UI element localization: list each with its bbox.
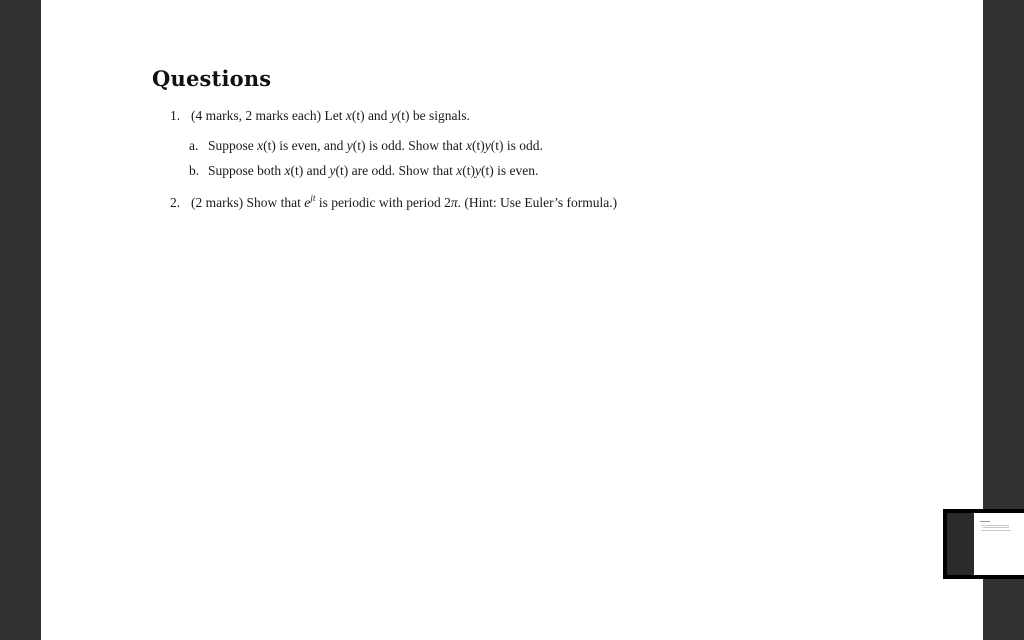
question-text: (t) and	[290, 163, 330, 178]
math-var: y	[484, 138, 491, 153]
subquestion-label: b.	[189, 163, 200, 178]
thumbnail-text-line	[981, 525, 1009, 526]
question-1b	[189, 163, 538, 179]
section-heading: Questions	[152, 66, 272, 91]
math-exponent: jt	[310, 194, 316, 204]
page-thumbnail-navigator[interactable]	[943, 509, 1024, 579]
math-var: x	[257, 138, 264, 153]
question-text: Suppose	[208, 138, 258, 153]
math-var: y	[346, 138, 353, 153]
math-var: x	[466, 138, 472, 153]
math-var: y	[390, 108, 397, 123]
math-var: x	[456, 163, 463, 178]
math-var: y	[474, 163, 481, 178]
math-var: π	[450, 195, 458, 210]
question-text: (2 marks) Show that	[191, 195, 305, 210]
thumbnail-text-line	[983, 527, 1009, 528]
question-text: (t) is odd.	[490, 138, 543, 153]
question-text: (t) is odd. Show that	[352, 138, 466, 153]
math-var: x	[345, 108, 352, 123]
thumbnail-background	[947, 513, 974, 575]
question-number: 1.	[170, 108, 181, 123]
math-var: e	[304, 195, 311, 210]
question-text: (t)	[462, 163, 475, 178]
question-text: (t) is even.	[480, 163, 539, 178]
question-text: Suppose both	[208, 163, 285, 178]
question-text: (t) and	[351, 108, 391, 123]
question-2	[170, 194, 617, 211]
math-var: y	[329, 163, 336, 178]
thumbnail-text-line	[980, 521, 990, 522]
question-1	[170, 108, 470, 124]
document-page	[41, 0, 983, 640]
question-text: (t) is even, and	[263, 138, 347, 153]
question-text: (4 marks, 2 marks each) Let	[191, 108, 346, 123]
question-1a	[189, 138, 543, 154]
math-var: x	[284, 163, 291, 178]
thumbnail-text-line	[981, 530, 1011, 531]
question-text: (t) be signals.	[396, 108, 470, 123]
question-text: is periodic with period 2	[315, 195, 451, 210]
question-text: (t) are odd. Show that	[335, 163, 457, 178]
question-text: . (Hint: Use Euler’s formula.)	[457, 195, 618, 210]
question-number: 2.	[170, 195, 181, 210]
subquestion-label: a.	[189, 138, 199, 153]
thumbnail-page[interactable]	[974, 513, 1024, 575]
question-text: (t)	[472, 138, 485, 153]
